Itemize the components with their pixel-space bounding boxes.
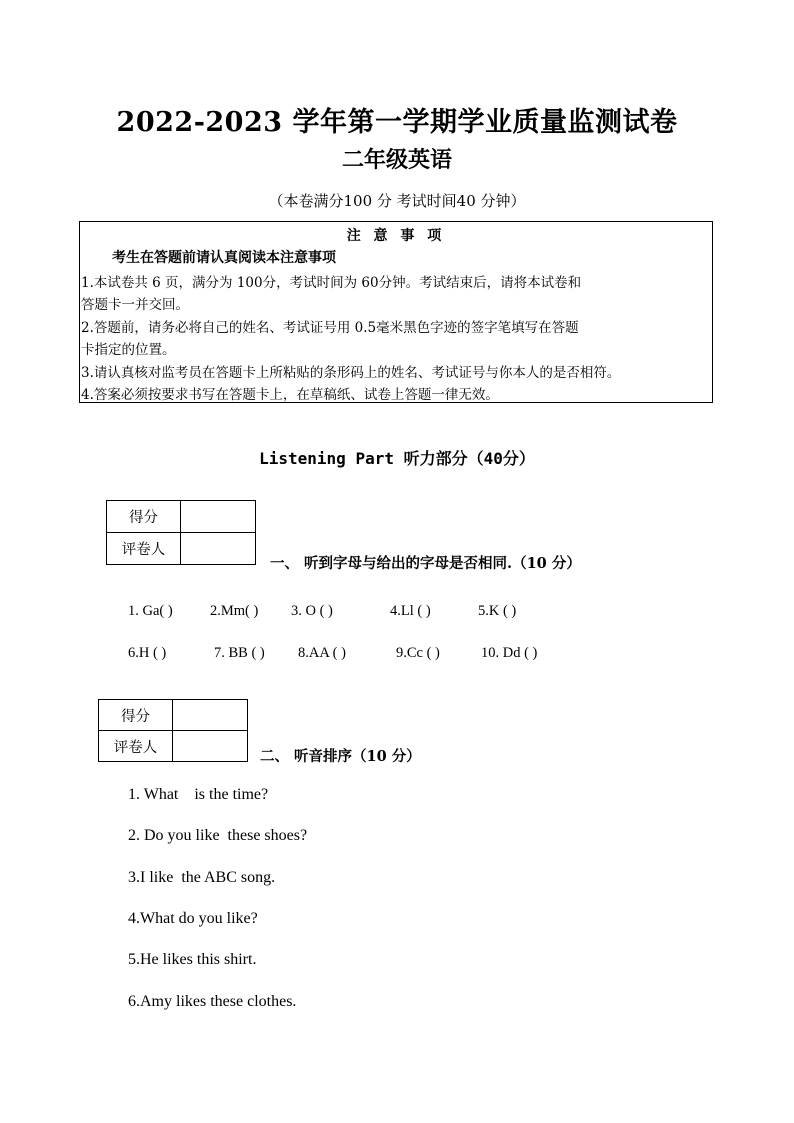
score-time-note: （本卷满分100 分 考试时间40 分钟） (268, 192, 526, 210)
section-2-title: 二、 听音排序（10 分） (260, 748, 421, 765)
section-1-title: 一、 听到字母与给出的字母是否相同.（10 分） (270, 555, 581, 572)
score-label: 得分 (107, 501, 181, 533)
score-box-1 (106, 500, 256, 565)
listening-sentence: 3.I like the ABC song. (128, 869, 276, 886)
listening-sentence: 1. What is the time? (128, 786, 269, 803)
letter-item: 1. Ga( ) (128, 603, 173, 619)
notice-line: 卡指定的位置。 (81, 342, 176, 358)
score-box-2 (98, 699, 248, 762)
letter-item: 5.K ( ) (478, 603, 517, 619)
grader-label: 评卷人 (99, 731, 173, 762)
notice-heading: 注 意 事 项 (346, 228, 446, 244)
letter-item: 7. BB ( ) (214, 645, 265, 661)
listening-sentence: 6.Amy likes these clothes. (128, 993, 297, 1010)
letter-item: 8.AA ( ) (298, 645, 346, 661)
exam-title: 2022-2023 学年第一学期学业质量监测试卷 (116, 107, 678, 138)
grader-label: 评卷人 (107, 533, 181, 565)
listening-sentence: 2. Do you like these shoes? (128, 827, 308, 844)
score-label: 得分 (99, 700, 173, 731)
grader-cell[interactable] (181, 533, 256, 565)
notice-line: 答题卡一并交回。 (81, 297, 189, 313)
section-1-row-2 (0, 645, 794, 665)
notice-subheading: 考生在答题前请认真阅读本注意事项 (112, 250, 336, 266)
score-cell[interactable] (181, 501, 256, 533)
grader-cell[interactable] (173, 731, 248, 762)
notice-line: 3.请认真核对监考员在答题卡上所粘贴的条形码上的姓名、考试证号与你本人的是否相符。 (81, 365, 621, 381)
notice-box (79, 221, 713, 403)
listening-part-title: Listening Part 听力部分（40分） (259, 449, 535, 468)
listening-sentence: 5.He likes this shirt. (128, 951, 257, 968)
letter-item: 6.H ( ) (128, 645, 167, 661)
section-1-row-1 (0, 603, 794, 623)
listening-sentence: 4.What do you like? (128, 910, 258, 927)
score-cell[interactable] (173, 700, 248, 731)
letter-item: 4.Ll ( ) (390, 603, 431, 619)
letter-item: 9.Cc ( ) (396, 645, 440, 661)
letter-item: 2.Mm( ) (210, 603, 259, 619)
notice-line: 1.本试卷共 6 页，满分为 100分，考试时间为 60分钟。考试结束后，请将本试卷和 (81, 275, 582, 291)
letter-item: 3. O ( ) (291, 603, 333, 619)
notice-line: 4.答案必须按要求书写在答题卡上，在草稿纸、试卷上答题一律无效。 (81, 387, 499, 403)
notice-line: 2.答题前，请务必将自己的姓名、考试证号用 0.5毫米黑色字迹的签字笔填写在答题 (81, 320, 579, 336)
exam-subtitle: 二年级英语 (341, 147, 452, 173)
letter-item: 10. Dd ( ) (481, 645, 538, 661)
